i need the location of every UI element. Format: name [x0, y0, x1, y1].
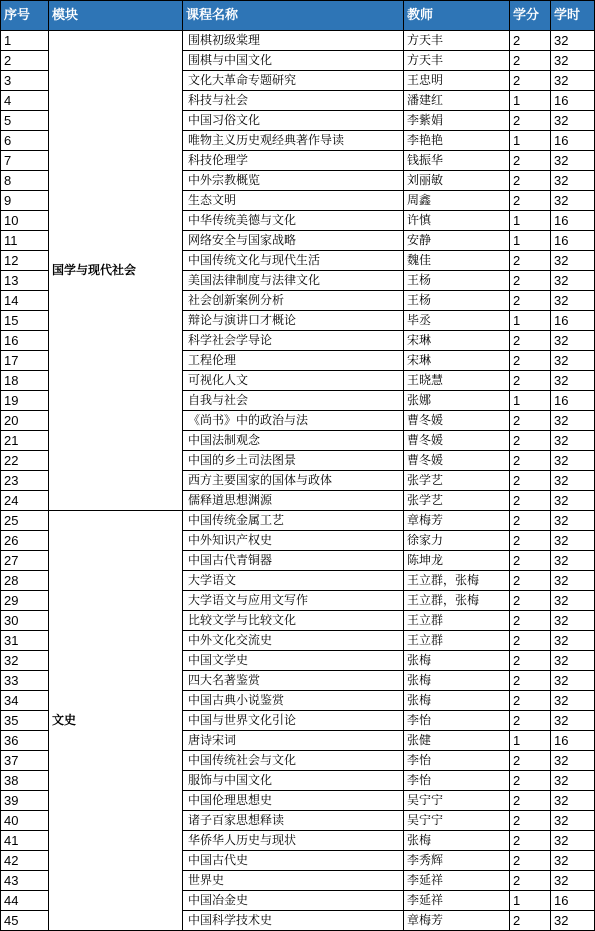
teacher-name: 安静: [404, 231, 510, 251]
course-name: 中华传统美德与文化: [183, 211, 404, 231]
credit-value: 2: [510, 811, 551, 831]
teacher-name: 王立群，张梅: [404, 571, 510, 591]
hours-value: 32: [551, 451, 595, 471]
header-row: [1, 1, 595, 31]
course-name: 唐诗宋词: [183, 731, 404, 751]
teacher-name: 王杨: [404, 271, 510, 291]
teacher-name: 周鑫: [404, 191, 510, 211]
header-index: 序号: [1, 1, 49, 31]
credit-value: 2: [510, 591, 551, 611]
teacher-name: 陈坤龙: [404, 551, 510, 571]
teacher-name: 曹冬媛: [404, 431, 510, 451]
credit-value: 2: [510, 251, 551, 271]
table-body: [1, 31, 595, 931]
hours-value: 32: [551, 51, 595, 71]
hours-value: 32: [551, 371, 595, 391]
hours-value: 32: [551, 851, 595, 871]
hours-value: 32: [551, 691, 595, 711]
row-index: 32: [1, 651, 49, 671]
table-row: [1, 31, 595, 51]
hours-value: 32: [551, 351, 595, 371]
teacher-name: 刘丽敏: [404, 171, 510, 191]
course-name: 中国文学史: [183, 651, 404, 671]
row-index: 39: [1, 791, 49, 811]
course-name: 围棋初级棠理: [183, 31, 404, 51]
teacher-name: 李紫娟: [404, 111, 510, 131]
row-index: 6: [1, 131, 49, 151]
hours-value: 32: [551, 271, 595, 291]
course-name: 华侨华人历史与现状: [183, 831, 404, 851]
hours-value: 32: [551, 251, 595, 271]
teacher-name: 吴宁宁: [404, 811, 510, 831]
credit-value: 1: [510, 891, 551, 911]
course-name: 中国古代青铜器: [183, 551, 404, 571]
course-name: 中国传统社会与文化: [183, 751, 404, 771]
row-index: 27: [1, 551, 49, 571]
course-name: 儒释道思想渊源: [183, 491, 404, 511]
teacher-name: 张学艺: [404, 471, 510, 491]
hours-value: 16: [551, 391, 595, 411]
hours-value: 16: [551, 131, 595, 151]
credit-value: 2: [510, 691, 551, 711]
row-index: 10: [1, 211, 49, 231]
credit-value: 2: [510, 611, 551, 631]
credit-value: 2: [510, 151, 551, 171]
hours-value: 32: [551, 471, 595, 491]
teacher-name: 王晓慧: [404, 371, 510, 391]
hours-value: 32: [551, 111, 595, 131]
teacher-name: 章梅芳: [404, 511, 510, 531]
teacher-name: 张健: [404, 731, 510, 751]
row-index: 42: [1, 851, 49, 871]
credit-value: 2: [510, 371, 551, 391]
hours-value: 32: [551, 431, 595, 451]
hours-value: 32: [551, 631, 595, 651]
row-index: 44: [1, 891, 49, 911]
credit-value: 2: [510, 431, 551, 451]
hours-value: 32: [551, 491, 595, 511]
course-name: 中国传统文化与现代生活: [183, 251, 404, 271]
teacher-name: 魏佳: [404, 251, 510, 271]
hours-value: 32: [551, 651, 595, 671]
course-name: 中国古典小说鉴赏: [183, 691, 404, 711]
row-index: 21: [1, 431, 49, 451]
hours-value: 32: [551, 871, 595, 891]
teacher-name: 李怡: [404, 711, 510, 731]
teacher-name: 李延祥: [404, 891, 510, 911]
teacher-name: 曹冬媛: [404, 411, 510, 431]
hours-value: 32: [551, 771, 595, 791]
hours-value: 32: [551, 811, 595, 831]
row-index: 43: [1, 871, 49, 891]
hours-value: 32: [551, 191, 595, 211]
course-name: 中国伦理思想史: [183, 791, 404, 811]
row-index: 18: [1, 371, 49, 391]
credit-value: 1: [510, 231, 551, 251]
row-index: 4: [1, 91, 49, 111]
teacher-name: 张梅: [404, 651, 510, 671]
row-index: 41: [1, 831, 49, 851]
teacher-name: 宋琳: [404, 351, 510, 371]
row-index: 16: [1, 331, 49, 351]
course-name: 中外文化交流史: [183, 631, 404, 651]
hours-value: 16: [551, 231, 595, 251]
credit-value: 2: [510, 831, 551, 851]
hours-value: 32: [551, 611, 595, 631]
course-name: 中国的乡土司法图景: [183, 451, 404, 471]
course-name: 自我与社会: [183, 391, 404, 411]
credit-value: 2: [510, 471, 551, 491]
course-name: 诸子百家思想释读: [183, 811, 404, 831]
credit-value: 2: [510, 271, 551, 291]
teacher-name: 毕丞: [404, 311, 510, 331]
row-index: 2: [1, 51, 49, 71]
hours-value: 32: [551, 751, 595, 771]
credit-value: 2: [510, 751, 551, 771]
course-name: 科技伦理学: [183, 151, 404, 171]
row-index: 5: [1, 111, 49, 131]
hours-value: 16: [551, 91, 595, 111]
teacher-name: 李延祥: [404, 871, 510, 891]
hours-value: 32: [551, 571, 595, 591]
credit-value: 1: [510, 731, 551, 751]
row-index: 1: [1, 31, 49, 51]
course-name: 中外宗教概览: [183, 171, 404, 191]
teacher-name: 王立群，张梅: [404, 591, 510, 611]
credit-value: 1: [510, 311, 551, 331]
course-name: 中国科学技术史: [183, 911, 404, 931]
hours-value: 32: [551, 671, 595, 691]
course-name: 辩论与演讲口才概论: [183, 311, 404, 331]
credit-value: 2: [510, 71, 551, 91]
course-name: 科技与社会: [183, 91, 404, 111]
credit-value: 2: [510, 451, 551, 471]
row-index: 24: [1, 491, 49, 511]
credit-value: 2: [510, 871, 551, 891]
credit-value: 1: [510, 391, 551, 411]
teacher-name: 王立群: [404, 631, 510, 651]
credit-value: 1: [510, 211, 551, 231]
hours-value: 32: [551, 911, 595, 931]
course-name: 中国习俗文化: [183, 111, 404, 131]
credit-value: 2: [510, 491, 551, 511]
row-index: 31: [1, 631, 49, 651]
course-name: 工程伦理: [183, 351, 404, 371]
course-name: 中国传统金属工艺: [183, 511, 404, 531]
hours-value: 32: [551, 151, 595, 171]
credit-value: 2: [510, 411, 551, 431]
row-index: 15: [1, 311, 49, 331]
credit-value: 2: [510, 511, 551, 531]
course-name: 社会创新案例分析: [183, 291, 404, 311]
course-name: 网络安全与国家战略: [183, 231, 404, 251]
teacher-name: 李怡: [404, 751, 510, 771]
credit-value: 2: [510, 851, 551, 871]
teacher-name: 王忠明: [404, 71, 510, 91]
row-index: 26: [1, 531, 49, 551]
hours-value: 32: [551, 291, 595, 311]
hours-value: 32: [551, 591, 595, 611]
row-index: 7: [1, 151, 49, 171]
teacher-name: 徐家力: [404, 531, 510, 551]
course-name: 围棋与中国文化: [183, 51, 404, 71]
row-index: 37: [1, 751, 49, 771]
credit-value: 2: [510, 551, 551, 571]
credit-value: 2: [510, 571, 551, 591]
module-name: 文史: [49, 511, 183, 931]
credit-value: 2: [510, 531, 551, 551]
course-name: 中外知识产权史: [183, 531, 404, 551]
hours-value: 32: [551, 31, 595, 51]
course-name: 科学社会学导论: [183, 331, 404, 351]
hours-value: 32: [551, 171, 595, 191]
course-name: 唯物主义历史观经典著作导读: [183, 131, 404, 151]
course-name: 生态文明: [183, 191, 404, 211]
credit-value: 2: [510, 771, 551, 791]
credit-value: 2: [510, 651, 551, 671]
course-name: 可视化人文: [183, 371, 404, 391]
course-name: 四大名著鉴赏: [183, 671, 404, 691]
teacher-name: 钱振华: [404, 151, 510, 171]
row-index: 28: [1, 571, 49, 591]
row-index: 35: [1, 711, 49, 731]
hours-value: 32: [551, 511, 595, 531]
hours-value: 16: [551, 891, 595, 911]
hours-value: 16: [551, 731, 595, 751]
row-index: 40: [1, 811, 49, 831]
course-name: 比较文学与比较文化: [183, 611, 404, 631]
header-course-name: 课程名称: [183, 1, 404, 31]
row-index: 13: [1, 271, 49, 291]
hours-value: 16: [551, 311, 595, 331]
teacher-name: 李艳艳: [404, 131, 510, 151]
row-index: 8: [1, 171, 49, 191]
course-name: 西方主要国家的国体与政体: [183, 471, 404, 491]
row-index: 20: [1, 411, 49, 431]
hours-value: 32: [551, 411, 595, 431]
course-name: 中国冶金史: [183, 891, 404, 911]
hours-value: 32: [551, 331, 595, 351]
row-index: 23: [1, 471, 49, 491]
teacher-name: 李秀辉: [404, 851, 510, 871]
teacher-name: 王立群: [404, 611, 510, 631]
teacher-name: 吴宁宁: [404, 791, 510, 811]
credit-value: 2: [510, 191, 551, 211]
hours-value: 32: [551, 551, 595, 571]
row-index: 36: [1, 731, 49, 751]
credit-value: 1: [510, 91, 551, 111]
row-index: 38: [1, 771, 49, 791]
hours-value: 32: [551, 71, 595, 91]
teacher-name: 方天丰: [404, 31, 510, 51]
row-index: 30: [1, 611, 49, 631]
row-index: 22: [1, 451, 49, 471]
row-index: 3: [1, 71, 49, 91]
teacher-name: 张娜: [404, 391, 510, 411]
row-index: 14: [1, 291, 49, 311]
course-name: 中国与世界文化引论: [183, 711, 404, 731]
credit-value: 1: [510, 131, 551, 151]
teacher-name: 许慎: [404, 211, 510, 231]
row-index: 9: [1, 191, 49, 211]
teacher-name: 王杨: [404, 291, 510, 311]
teacher-name: 宋琳: [404, 331, 510, 351]
credit-value: 2: [510, 31, 551, 51]
teacher-name: 曹冬媛: [404, 451, 510, 471]
teacher-name: 张学艺: [404, 491, 510, 511]
course-name: 大学语文: [183, 571, 404, 591]
teacher-name: 潘建红: [404, 91, 510, 111]
credit-value: 2: [510, 51, 551, 71]
credit-value: 2: [510, 171, 551, 191]
header-teacher: 教师: [404, 1, 510, 31]
hours-value: 16: [551, 211, 595, 231]
credit-value: 2: [510, 911, 551, 931]
row-index: 33: [1, 671, 49, 691]
course-name: 美国法律制度与法律文化: [183, 271, 404, 291]
hours-value: 32: [551, 831, 595, 851]
module-name: 国学与现代社会: [49, 31, 183, 511]
course-name: 大学语文与应用文写作: [183, 591, 404, 611]
course-name: 服饰与中国文化: [183, 771, 404, 791]
row-index: 25: [1, 511, 49, 531]
hours-value: 32: [551, 531, 595, 551]
header-credit: 学分: [510, 1, 551, 31]
credit-value: 2: [510, 671, 551, 691]
teacher-name: 张梅: [404, 671, 510, 691]
credit-value: 2: [510, 111, 551, 131]
hours-value: 32: [551, 711, 595, 731]
course-name: 文化大革命专题研究: [183, 71, 404, 91]
row-index: 34: [1, 691, 49, 711]
credit-value: 2: [510, 331, 551, 351]
teacher-name: 章梅芳: [404, 911, 510, 931]
table-row: [1, 511, 595, 531]
credit-value: 2: [510, 791, 551, 811]
credit-value: 2: [510, 291, 551, 311]
course-name: 《尚书》中的政治与法: [183, 411, 404, 431]
credit-value: 2: [510, 711, 551, 731]
credit-value: 2: [510, 631, 551, 651]
course-name: 世界史: [183, 871, 404, 891]
hours-value: 32: [551, 791, 595, 811]
header-module: 模块: [49, 1, 183, 31]
row-index: 12: [1, 251, 49, 271]
header-hours: 学时: [551, 1, 595, 31]
row-index: 45: [1, 911, 49, 931]
course-name: 中国法制观念: [183, 431, 404, 451]
row-index: 19: [1, 391, 49, 411]
row-index: 11: [1, 231, 49, 251]
row-index: 17: [1, 351, 49, 371]
credit-value: 2: [510, 351, 551, 371]
course-name: 中国古代史: [183, 851, 404, 871]
teacher-name: 张梅: [404, 691, 510, 711]
teacher-name: 李怡: [404, 771, 510, 791]
row-index: 29: [1, 591, 49, 611]
teacher-name: 张梅: [404, 831, 510, 851]
teacher-name: 方天丰: [404, 51, 510, 71]
